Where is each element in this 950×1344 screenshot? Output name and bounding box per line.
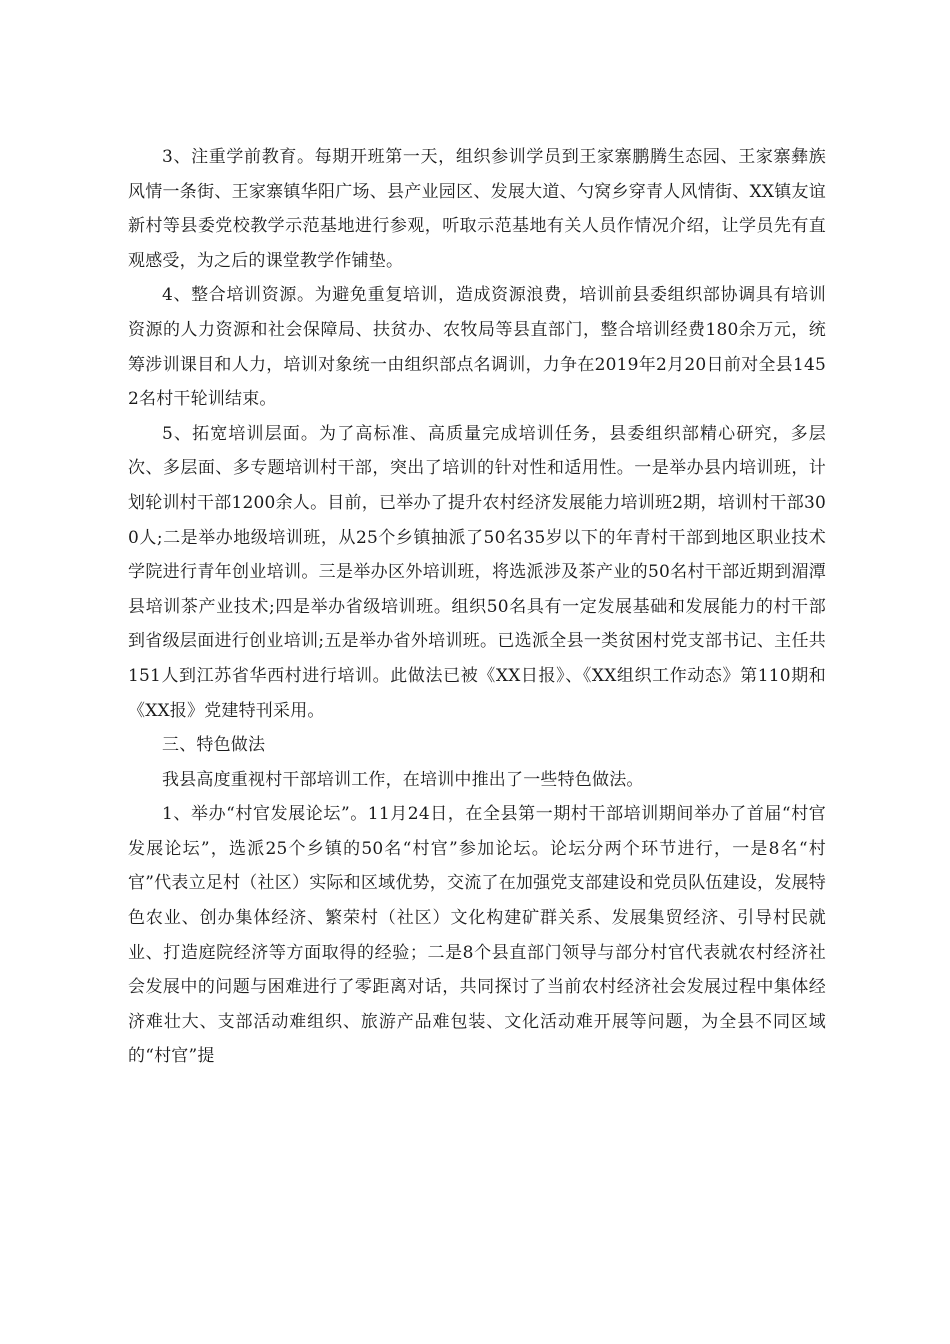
paragraph-integrate-resources: 4、整合培训资源。为避免重复培训，造成资源浪费，培训前县委组织部协调具有培训资源的人力资源和社会保障局、扶贫办、农牧局等县直部门，整合培训经费180余万元，统筹涉训课目和人力，培训对象统一由组织部点名调训，力争在2019年2月20日前对全县1452名村干轮训结束。 [128, 285, 826, 410]
paragraph-training-orientation: 3、注重学前教育。每期开班第一天，组织参训学员到王家寨鹏腾生态园、王家寨彝族风情一条街、王家寨镇华阳广场、县产业园区、发展大道、勺窝乡穿青人风情街、XX镇友谊新村等县委党校教学示范基地进行参观，听取示范基地有关人员作情况介绍，让学员先有直观感受，为之后的课堂教学作铺垫。 [128, 147, 826, 271]
paragraph-broaden-levels: 5、拓宽培训层面。为了高标准、高质量完成培训任务，县委组织部精心研究，多层次、多层面、多专题培训村干部，突出了培训的针对性和适用性。一是举办县内培训班，计划轮训村干部1200余人。目前，已举办了提升农村经济发展能力培训班2期，培训村干部300人;二是举办地级培训班，从25个乡镇抽派了50名35岁以下的年青村干部到地区职业技术学院进行青年创业培训。三是举办区外培训班，将选派涉及茶产业的50名村干部近期到湄潭县培训茶产业技术;四是举办省级培训班。组织50名具有一定发展基础和发展能力的村干部到省级层面进行创业培训;五是举办省外培训班。已选派全县一类贫困村党支部书记、主任共151人到江苏省华西村进行培训。此做法已被《XX日报》、《XX组织工作动态》第110期和《XX报》党建特刊采用。 [128, 423, 826, 721]
paragraph-features-intro: 我县高度重视村干部培训工作，在培训中推出了一些特色做法。 [162, 769, 644, 790]
paragraph-village-forum: 1、举办“村官发展论坛”。11月24日，在全县第一期村干部培训期间举办了首届“村官发展论坛”，选派25个乡镇的50名“村官”参加论坛。论坛分两个环节进行，一是8名“村官”代表立足村（社区）实际和区域优势，交流了在加强党支部建设和党员队伍建设，发展特色农业、创办集体经济、繁荣村（社区）文化构建矿群关系、发展集贸经济、引导村民就业、打造庭院经济等方面取得的经验；二是8个县直部门领导与部分村官代表就农村经济社会发展中的问题与困难进行了零距离对话，共同探讨了当前农村经济社会发展过程中集体经济难壮大、支部活动难组织、旅游产品难包装、文化活动难开展等问题，为全县不同区域的“村官”提 [128, 804, 826, 1067]
document-body [128, 140, 826, 1074]
section-heading-features: 三、特色做法 [162, 735, 266, 756]
